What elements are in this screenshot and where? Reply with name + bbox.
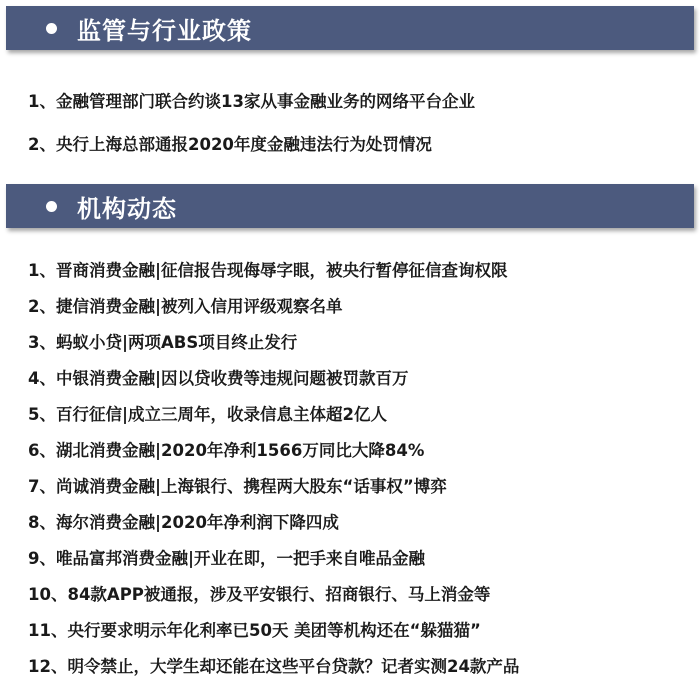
list-item: 7、尚诚消费金融|上海银行、携程两大股东“话事权”博弈 <box>28 477 447 496</box>
list-item: 6、湖北消费金融|2020年净利1566万同比大降84% <box>28 441 425 460</box>
list-item: 1、晋商消费金融|征信报告现侮辱字眼，被央行暂停征信查询权限 <box>28 261 508 280</box>
section-header-institutions <box>6 184 694 228</box>
list-item: 2、捷信消费金融|被列入信用评级观察名单 <box>28 297 343 316</box>
list-item: 5、百行征信|成立三周年，收录信息主体超2亿人 <box>28 405 387 424</box>
list-item: 9、唯品富邦消费金融|开业在即，一把手来自唯品金融 <box>28 549 426 568</box>
section-title: 监管与行业政策 <box>77 16 252 45</box>
list-item: 10、84款APP被通报，涉及平安银行、招商银行、马上消金等 <box>28 585 491 604</box>
section-header-regulation <box>6 6 694 50</box>
list-item: 8、海尔消费金融|2020年净利润下降四成 <box>28 513 339 532</box>
bullet-icon <box>46 201 57 212</box>
list-item: 12、明令禁止，大学生却还能在这些平台贷款？记者实测24款产品 <box>28 657 520 676</box>
list-item: 2、央行上海总部通报2020年度金融违法行为处罚情况 <box>28 135 432 154</box>
section-title: 机构动态 <box>77 194 177 223</box>
bullet-icon <box>46 23 57 34</box>
list-item: 3、蚂蚁小贷|两项ABS项目终止发行 <box>28 333 298 352</box>
list-item: 1、金融管理部门联合约谈13家从事金融业务的网络平台企业 <box>28 92 475 111</box>
list-item: 4、中银消费金融|因以贷收费等违规问题被罚款百万 <box>28 369 409 388</box>
list-item: 11、央行要求明示年化利率已50天 美团等机构还在“躲猫猫” <box>28 621 481 640</box>
